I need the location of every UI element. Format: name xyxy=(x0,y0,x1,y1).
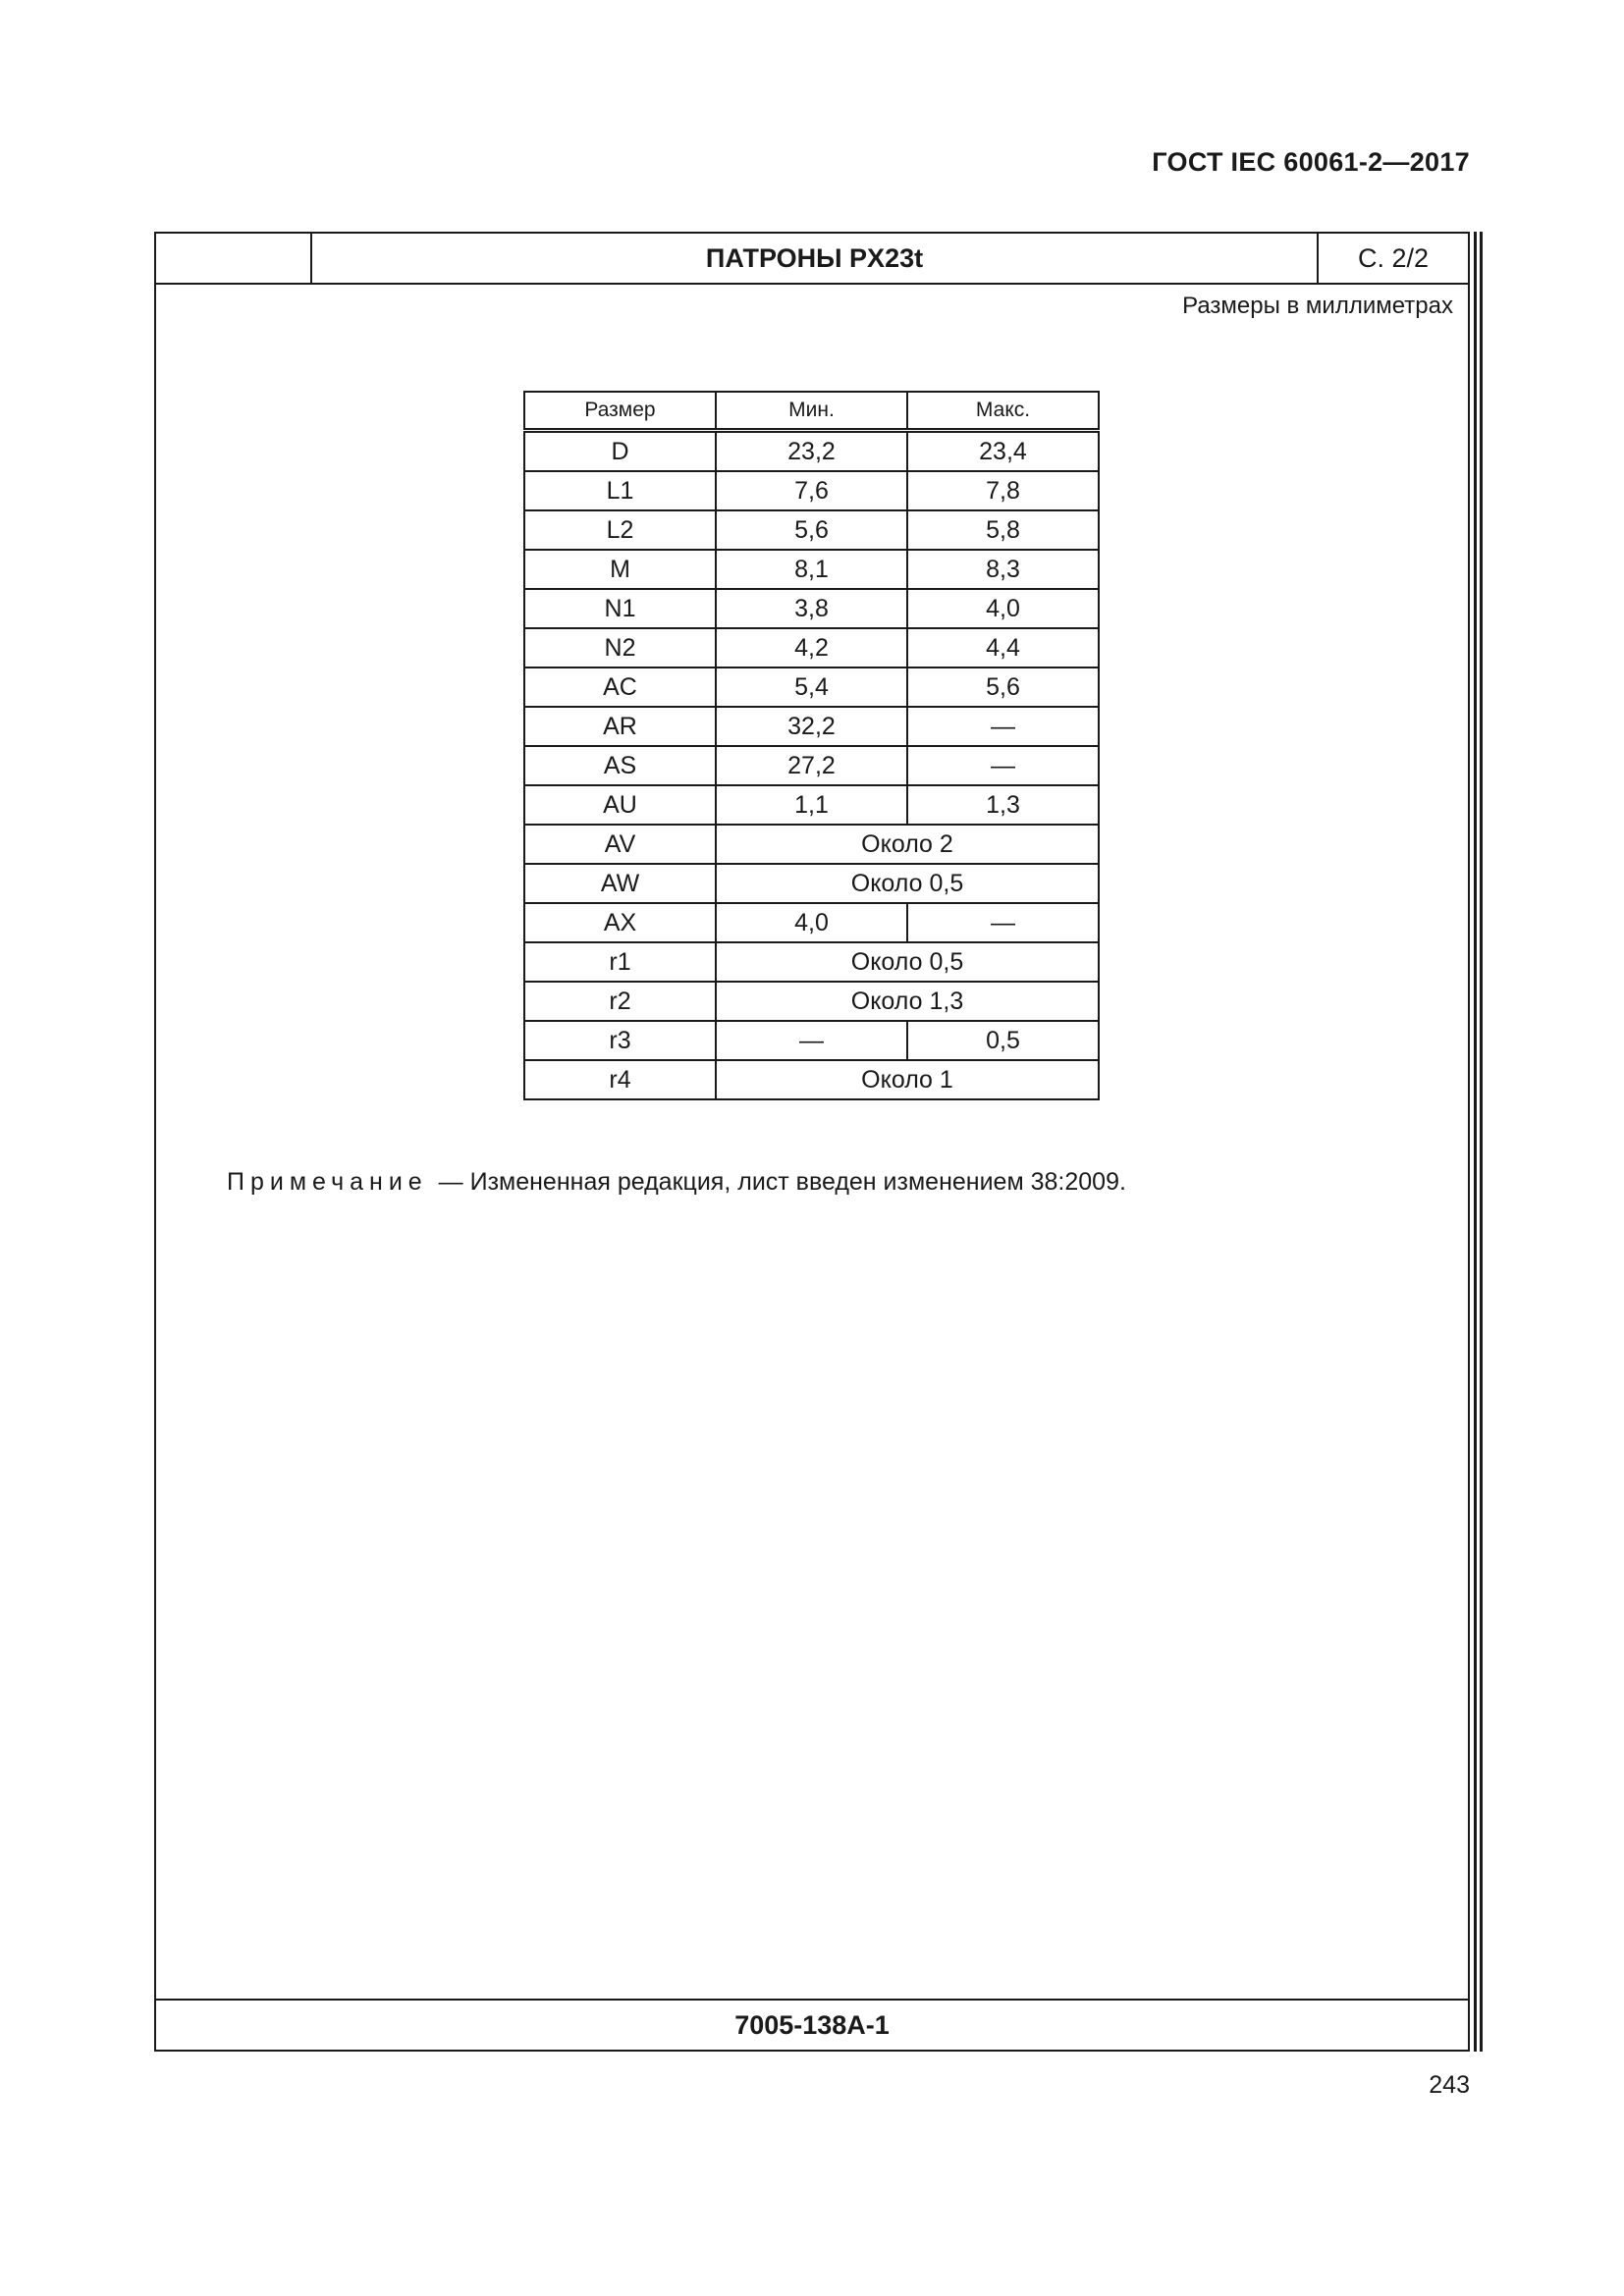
note-text: — Измененная редакция, лист введен изменением 38:2009. xyxy=(438,1168,1126,1196)
table-row xyxy=(524,510,1099,550)
cell-max: 8,3 xyxy=(907,550,1099,589)
header-min: Мин. xyxy=(716,392,907,431)
sheet-code: 7005-138A-1 xyxy=(734,2010,890,2040)
cell-min: 5,6 xyxy=(716,510,907,550)
cell-size-name: N2 xyxy=(524,628,716,667)
cell-max: 4,4 xyxy=(907,628,1099,667)
table-row xyxy=(524,825,1099,864)
units-note: Размеры в миллиметрах xyxy=(1182,293,1453,319)
cell-size-name: r2 xyxy=(524,982,716,1021)
cell-min: 4,2 xyxy=(716,628,907,667)
cell-min: 32,2 xyxy=(716,707,907,746)
table-row xyxy=(524,785,1099,825)
dimensions-table-body xyxy=(524,431,1099,1100)
cell-max: 1,3 xyxy=(907,785,1099,825)
cell-min: 23,2 xyxy=(716,431,907,472)
cell-size-name: AX xyxy=(524,903,716,942)
table-row xyxy=(524,471,1099,510)
cell-size-name: N1 xyxy=(524,589,716,628)
table-row xyxy=(524,1021,1099,1060)
cell-max: — xyxy=(907,903,1099,942)
frame-double-line-2 xyxy=(1480,232,1483,2052)
sheet-frame xyxy=(154,232,1470,2052)
cell-size-name: r4 xyxy=(524,1060,716,1099)
table-row xyxy=(524,667,1099,707)
note-heading: Примечание xyxy=(227,1168,428,1196)
table-row xyxy=(524,550,1099,589)
header-size: Размер xyxy=(524,392,716,431)
cell-size-name: AV xyxy=(524,825,716,864)
cell-size-name: AR xyxy=(524,707,716,746)
sheet-page-ref: С. 2/2 xyxy=(1357,243,1430,273)
cell-size-name: r3 xyxy=(524,1021,716,1060)
table-row xyxy=(524,942,1099,982)
cell-approx-value: Около 0,5 xyxy=(716,942,1099,982)
cell-approx-value: Около 2 xyxy=(716,825,1099,864)
table-row xyxy=(524,1060,1099,1099)
table-row xyxy=(524,628,1099,667)
cell-min: 1,1 xyxy=(716,785,907,825)
standard-designation: ГОСТ IEC 60061-2—2017 xyxy=(1152,147,1470,177)
cell-size-name: AU xyxy=(524,785,716,825)
cell-min: 8,1 xyxy=(716,550,907,589)
cell-max: 23,4 xyxy=(907,431,1099,472)
cell-size-name: AW xyxy=(524,864,716,903)
frame-double-line-1 xyxy=(1474,232,1477,2052)
cell-size-name: AS xyxy=(524,746,716,785)
table-row xyxy=(524,903,1099,942)
cell-size-name: r1 xyxy=(524,942,716,982)
cell-max: — xyxy=(907,746,1099,785)
cell-max: 7,8 xyxy=(907,471,1099,510)
cell-max: — xyxy=(907,707,1099,746)
cell-max: 0,5 xyxy=(907,1021,1099,1060)
cell-size-name: L2 xyxy=(524,510,716,550)
cell-size-name: L1 xyxy=(524,471,716,510)
cell-size-name: D xyxy=(524,431,716,472)
page-number: 243 xyxy=(1429,2071,1470,2099)
cell-min: 5,4 xyxy=(716,667,907,707)
note xyxy=(227,1168,1126,1197)
cell-max: 5,8 xyxy=(907,510,1099,550)
cell-min: 7,6 xyxy=(716,471,907,510)
table-row xyxy=(524,589,1099,628)
table-row xyxy=(524,431,1099,472)
dimensions-table xyxy=(523,391,1100,1100)
cell-max: 5,6 xyxy=(907,667,1099,707)
cell-approx-value: Около 1 xyxy=(716,1060,1099,1099)
cell-size-name: M xyxy=(524,550,716,589)
title-row xyxy=(156,234,1468,285)
cell-min: — xyxy=(716,1021,907,1060)
cell-min: 27,2 xyxy=(716,746,907,785)
table-row xyxy=(524,982,1099,1021)
footer-row xyxy=(156,1999,1468,2050)
table-row xyxy=(524,746,1099,785)
cell-size-name: AC xyxy=(524,667,716,707)
cell-approx-value: Около 0,5 xyxy=(716,864,1099,903)
header-max: Макс. xyxy=(907,392,1099,431)
sheet-title: ПАТРОНЫ PX23t xyxy=(705,243,924,273)
cell-approx-value: Около 1,3 xyxy=(716,982,1099,1021)
cell-min: 3,8 xyxy=(716,589,907,628)
table-row xyxy=(524,864,1099,903)
table-row xyxy=(524,707,1099,746)
table-header-row xyxy=(524,392,1099,431)
cell-max: 4,0 xyxy=(907,589,1099,628)
cell-min: 4,0 xyxy=(716,903,907,942)
